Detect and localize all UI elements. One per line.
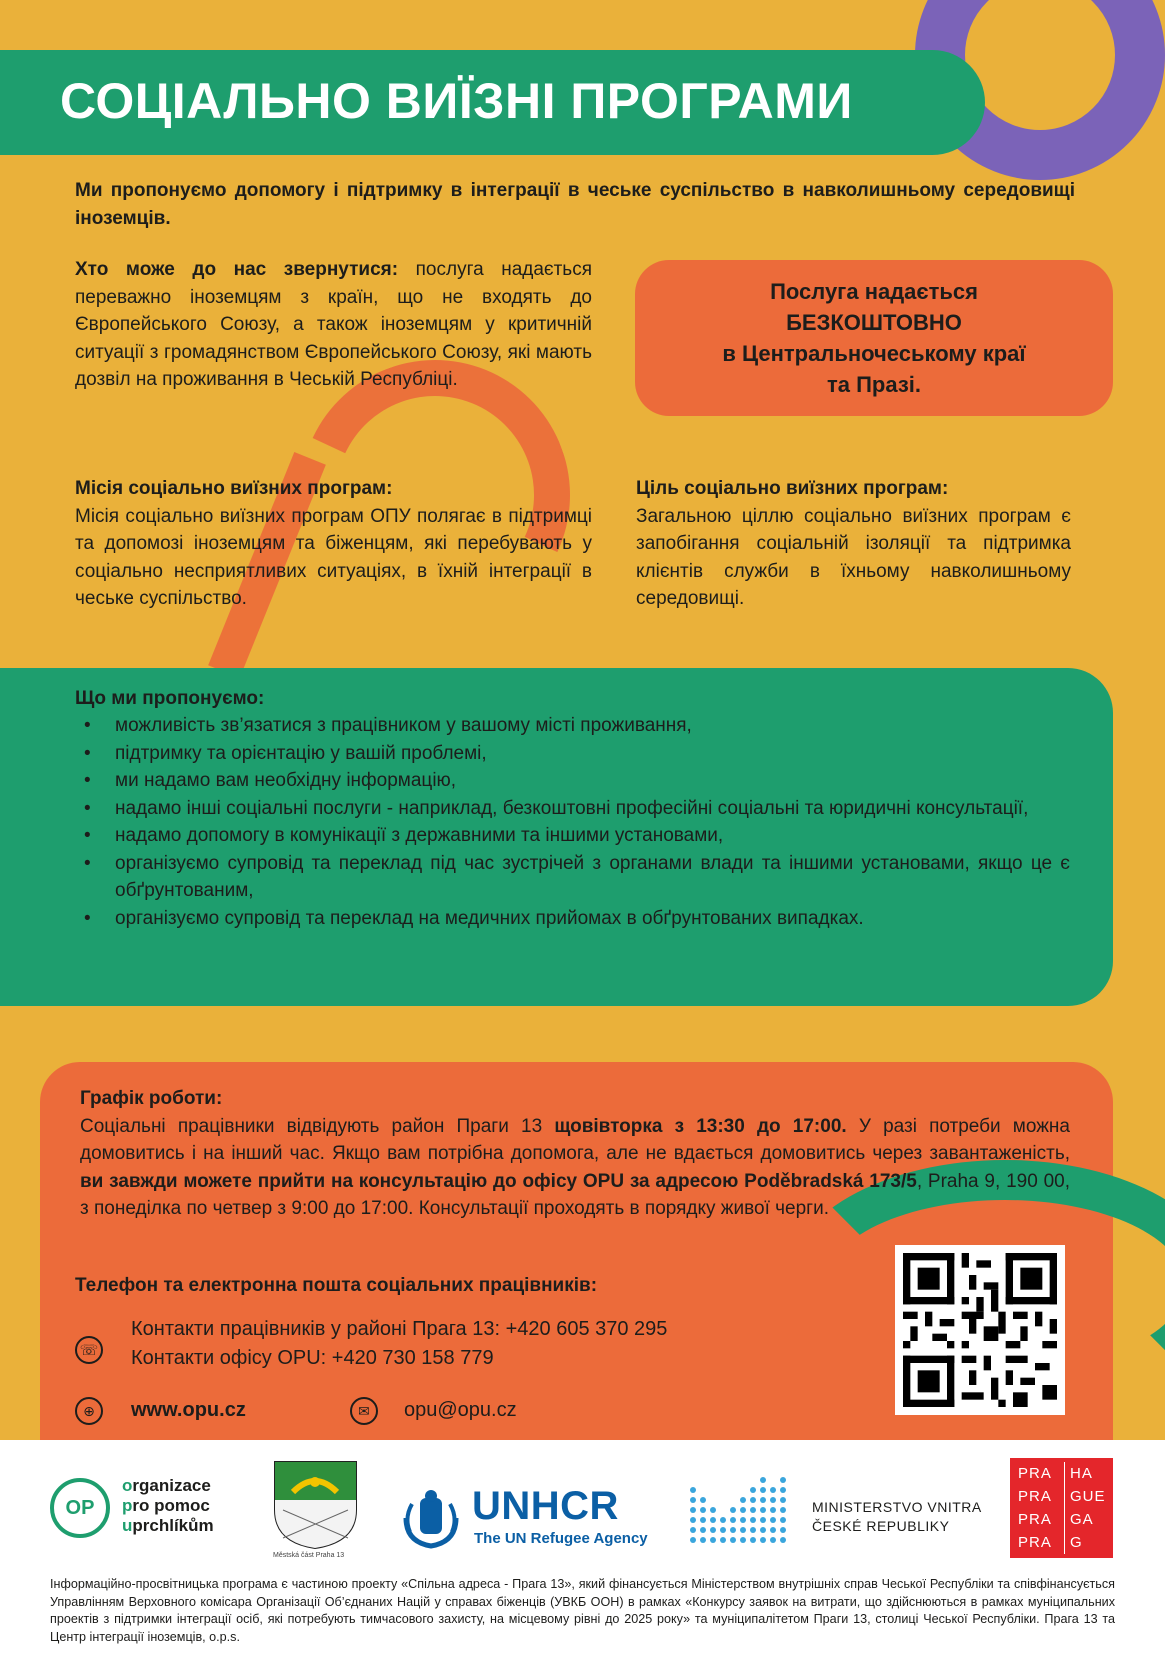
schedule-office-note: ви завжди можете прийти на консультацію до офісу OPU за адресою Poděbradská 173/5 bbox=[80, 1170, 917, 1192]
praha-cell: PRA bbox=[1018, 1534, 1052, 1551]
list-item: • надамо допомогу в комунікації з державними та іншими установами, bbox=[75, 822, 1070, 850]
praha-cell: G bbox=[1064, 1531, 1083, 1554]
email-link[interactable]: opu@opu.cz bbox=[404, 1399, 517, 1421]
crest-caption: Městská část Praha 13 bbox=[273, 1552, 345, 1559]
list-item: • ми надамо вам необхідну інформацію, bbox=[75, 767, 1070, 795]
praha-row bbox=[1018, 1485, 1113, 1508]
intro-text: Ми пропонуємо допомогу і підтримку в інтеграції в чеське суспільство в навколишньому середовищі іноземців. bbox=[75, 180, 1075, 229]
praha-row bbox=[1018, 1531, 1113, 1554]
schedule-text-1: Соціальні працівники відвідують район Праги 13 bbox=[80, 1115, 555, 1137]
who-section bbox=[75, 256, 592, 394]
contacts-heading: Телефон та електронна пошта соціальних працівників: bbox=[75, 1275, 598, 1296]
schedule-section bbox=[80, 1085, 1070, 1223]
contact-office[interactable]: Контакти офісу OPU: +420 730 158 779 bbox=[131, 1347, 494, 1369]
opu-word-1: rganizace bbox=[132, 1476, 211, 1495]
offer-heading: Що ми пропонуємо: bbox=[75, 688, 265, 709]
opu-logo-icon: OP bbox=[50, 1478, 110, 1538]
list-item: • організуємо супровід та переклад під час зустрічей з органами влади та іншими установами, якщо це є обґрунтованим, bbox=[75, 850, 1070, 905]
goal-section bbox=[636, 475, 1071, 613]
who-heading: Хто може до нас звернутися: bbox=[75, 259, 399, 280]
mission-text: Місія соціально виїзних програм ОПУ полягає в підтримці та допомозі іноземцям та біженцям, які перебувають у соціально несприятливих ситуаціях, в їхній інтеграції в чеське суспільство. bbox=[75, 505, 592, 609]
praha-cell: PRA bbox=[1018, 1511, 1052, 1528]
schedule-text-3: , Praha 9, 190 00, з понеділка по четвер з 9:00 до 17:00. Консультації проходять в порядку живої черги. bbox=[80, 1170, 1070, 1219]
praha-cell: PRA bbox=[1018, 1465, 1052, 1482]
opu-letter-p: p bbox=[122, 1496, 133, 1515]
offer-list bbox=[75, 712, 1070, 932]
opu-logo-text bbox=[122, 1476, 214, 1536]
globe-icon: ⊕ bbox=[75, 1397, 103, 1425]
praha-cell: HA bbox=[1064, 1462, 1093, 1485]
praha-cell: PRA bbox=[1018, 1488, 1052, 1505]
free-service-box bbox=[635, 260, 1113, 416]
unhcr-name: UNHCR bbox=[472, 1484, 619, 1528]
goal-text: Загальною ціллю соціально виїзних програм є запобігання соціальній ізоляції та підтримка клієнтів служби в їхньому навколишньому середовищі. bbox=[636, 505, 1071, 609]
opu-letter-u: u bbox=[122, 1516, 133, 1535]
schedule-hours: щовівторка з 13:30 до 17:00. bbox=[554, 1115, 847, 1137]
schedule-text-2: У разі потреби можна домовитись і на інший час. Якщо вам потрібна допомога, але не вдається домовитись через завантаженість, bbox=[80, 1115, 1070, 1164]
praha-row bbox=[1018, 1508, 1113, 1531]
praha-logo bbox=[1010, 1458, 1113, 1558]
free-line-1: Послуга надається bbox=[770, 279, 978, 304]
praha-cell: GA bbox=[1064, 1508, 1094, 1531]
schedule-heading: Графік роботи: bbox=[80, 1088, 223, 1109]
contacts-list bbox=[131, 1315, 667, 1373]
unhcr-subtitle: The UN Refugee Agency bbox=[474, 1530, 648, 1547]
opu-word-2: ro pomoc bbox=[132, 1496, 210, 1515]
goal-heading: Ціль соціально виїзних програм: bbox=[636, 478, 949, 499]
funding-footer: Інформаційно-просвітницька програма є частиною проекту «Спільна адреса - Прага 13», який фінансується Міністерством внутрішніх справ Чеської Республіки та співфінансується Управлінням Верховного комісара Організації Об’єднаних Націй у справах біженців (УВКБ ООН) в рамках «Конкурсу заявок на витрати, що здійснюються в рамках муніципальних проектів з підтримки інтеграції осіб, які потребують тимчасового захисту, на місцевому рівні до 2025 року» та муніципалітетом Праги 13, столиці Чеської Республіки. Прага 13 та Центр інтеграції іноземців, o.p.s. bbox=[50, 1577, 1115, 1644]
contact-prague13[interactable]: Контакти працівників у районі Прага 13: +420 605 370 295 bbox=[131, 1318, 668, 1340]
mail-icon: ✉ bbox=[350, 1397, 378, 1425]
unhcr-emblem-icon bbox=[398, 1488, 464, 1550]
ministry-line-2: ČESKÉ REPUBLIKY bbox=[812, 1518, 950, 1534]
list-item: • підтримку та орієнтацію у вашій проблемі, bbox=[75, 740, 1070, 768]
list-item: • можливість зв’язатися з працівником у вашому місті проживання, bbox=[75, 712, 1070, 740]
qr-code[interactable] bbox=[895, 1245, 1065, 1415]
list-item: • організуємо супровід та переклад на медичних прийомах в обґрунтованих випадках. bbox=[75, 905, 1070, 933]
free-line-2: БЕЗКОШТОВНО bbox=[786, 310, 962, 335]
prague13-crest-icon bbox=[273, 1460, 358, 1550]
who-text: послуга надається переважно іноземцям з країн, що не входять до Європейського Союзу, а також іноземцям у критичній ситуації з громадянством Європейського Союзу, які мають дозвіл на проживання в Чеській Республіці. bbox=[75, 259, 592, 390]
praha-row bbox=[1018, 1462, 1113, 1485]
phone-icon: ☏ bbox=[75, 1336, 103, 1364]
qr-code-graphic bbox=[903, 1253, 1057, 1407]
ministry-interior-text bbox=[812, 1498, 982, 1536]
ministry-interior-logo-icon bbox=[688, 1470, 794, 1552]
website-link[interactable]: www.opu.cz bbox=[131, 1399, 246, 1421]
list-item: • надамо інші соціальні послуги - наприклад, безкоштовні професійні соціальні та юридичні консультації, bbox=[75, 795, 1070, 823]
opu-letter-o: o bbox=[122, 1476, 133, 1495]
page-title: СОЦІАЛЬНО ВИЇЗНІ ПРОГРАМИ bbox=[60, 73, 853, 129]
free-line-3: в Центральночеському краї bbox=[722, 341, 1026, 366]
praha-cell: GUE bbox=[1064, 1485, 1106, 1508]
mission-heading: Місія соціально виїзних програм: bbox=[75, 478, 393, 499]
mission-section bbox=[75, 475, 592, 613]
free-line-4: та Празі. bbox=[826, 372, 922, 397]
ministry-line-1: MINISTERSTVO VNITRA bbox=[812, 1499, 982, 1515]
opu-word-3: prchlíkům bbox=[132, 1516, 214, 1535]
